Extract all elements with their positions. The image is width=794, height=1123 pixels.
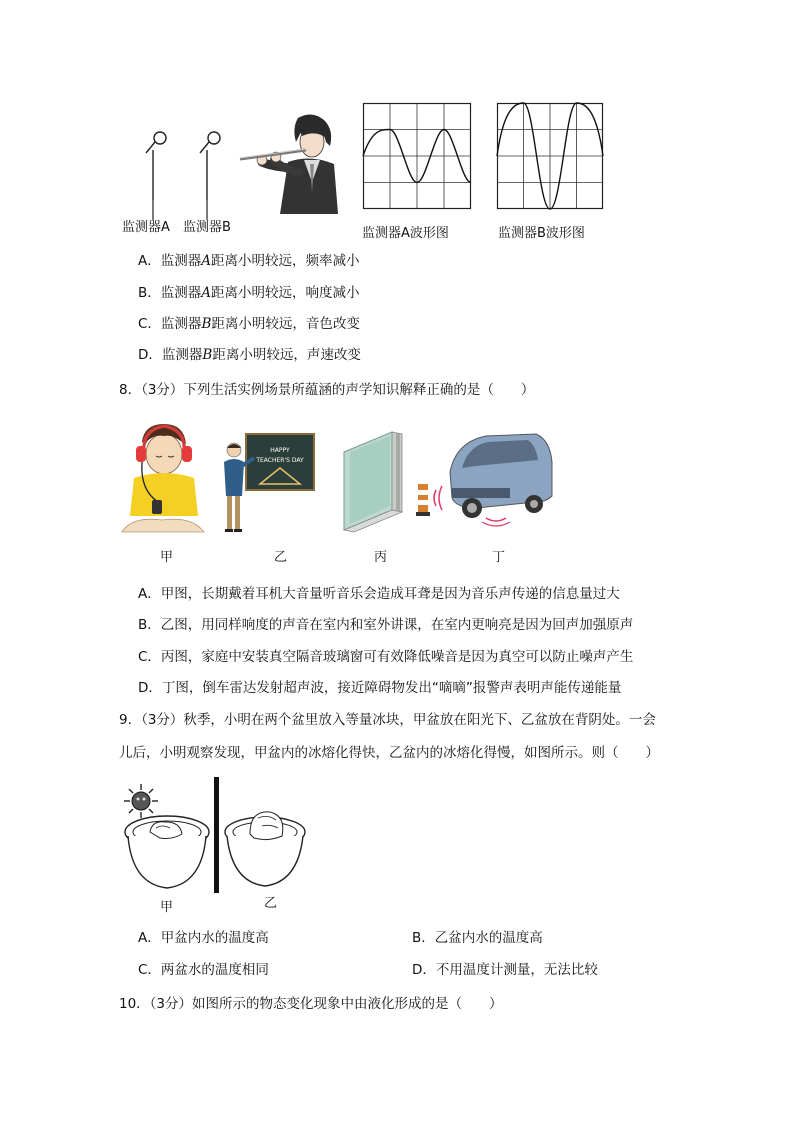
q7-option-a[interactable] [138,249,360,269]
q9-stem-line2: 儿后，小明观察发现，甲盆内的冰熔化得快，乙盆内的冰熔化得慢，如图所示。则（ ） [119,745,659,761]
q7-option-b[interactable] [138,281,360,301]
q8-option-b[interactable]: B．乙图，用同样响度的声音在室内和室外讲课，在室内更响亮是因为回声加强原声 [138,617,634,633]
caption-yi-q9: 乙 [264,896,278,911]
microphone-b-icon [192,128,242,218]
q8-option-c[interactable]: C．丙图，家庭中安装真空隔音玻璃窗可有效降低噪音是因为真空可以防止噪声产生 [138,649,634,665]
q7-option-b-var: A [201,285,212,301]
q9-option-d[interactable]: D．不用温度计测量，无法比较 [412,962,598,978]
caption-ding-q8: 丁 [492,550,506,565]
board-text-2: TEACHER'S DAY [256,457,304,464]
caption-monitor-b: 监测器B [183,220,231,235]
teacher-blackboard-illustration [220,432,316,534]
q9-stem-line1: 9．（3分）秋季，小明在两个盆里放入等量冰块，甲盆放在阳光下、乙盆放在背阴处。一会 [119,712,656,728]
caption-waveform-b: 监测器B波形图 [498,226,585,241]
caption-yi-q8: 乙 [274,550,288,565]
vacuum-glass-window-illustration [340,430,412,530]
basin-jia-illustration [122,810,212,892]
q7-option-c[interactable] [138,312,360,332]
caption-monitor-a: 监测器A [122,220,170,235]
q7-option-c-rest: 距离小明较远，音色改变 [211,316,360,332]
flute-player-illustration [240,112,340,214]
board-text-1: HAPPY [270,447,290,454]
basin-yi-illustration [222,806,308,892]
caption-jia-q9: 甲 [160,900,174,915]
q7-option-d-rest: 距离小明较远，声速改变 [212,347,361,363]
q8-option-d[interactable]: D．丁图，倒车雷达发射超声波，接近障碍物发出“嘀嘀”报警声表明声能传递能量 [138,680,622,696]
q7-option-a-rest: 距离小明较远，频率减小 [211,253,360,269]
caption-bing-q8: 丙 [374,550,388,565]
divider-wall [213,777,221,893]
q7-option-a-var: A [201,253,211,269]
waveform-a-graph [363,103,471,209]
q8-stem: 8．（3分）下列生活实例场景所蕴涵的声学知识解释正确的是（ ） [119,382,535,398]
waveform-b-graph [497,103,603,209]
q7-option-b-prefix: B．监测器 [138,285,202,301]
microphone-a-icon [138,128,188,218]
q7-option-d-prefix: D．监测器 [138,347,203,363]
q9-option-b[interactable]: B．乙盆内水的温度高 [412,930,543,946]
q10-stem: 10．（3分）如图所示的物态变化现象中由液化形成的是（ ） [119,996,503,1012]
q7-option-b-rest: 距离小明较远，响度减小 [211,285,360,301]
caption-waveform-a: 监测器A波形图 [362,226,449,241]
q7-option-c-prefix: C．监测器 [138,316,202,332]
q7-option-d[interactable] [138,343,361,363]
q9-option-c[interactable]: C．两盆水的温度相同 [138,962,269,978]
q7-option-d-var: B [202,347,213,363]
q7-option-c-var: B [201,316,212,332]
caption-jia-q8: 甲 [160,550,174,565]
q7-option-a-prefix: A．监测器 [138,253,202,269]
q9-option-a[interactable]: A．甲盆内水的温度高 [138,930,269,946]
boy-headphones-illustration [122,420,204,538]
q8-option-a[interactable]: A．甲图，长期戴着耳机大音量听音乐会造成耳聋是因为音乐声传递的信息量过大 [138,586,620,602]
car-parking-radar-illustration [416,432,554,524]
